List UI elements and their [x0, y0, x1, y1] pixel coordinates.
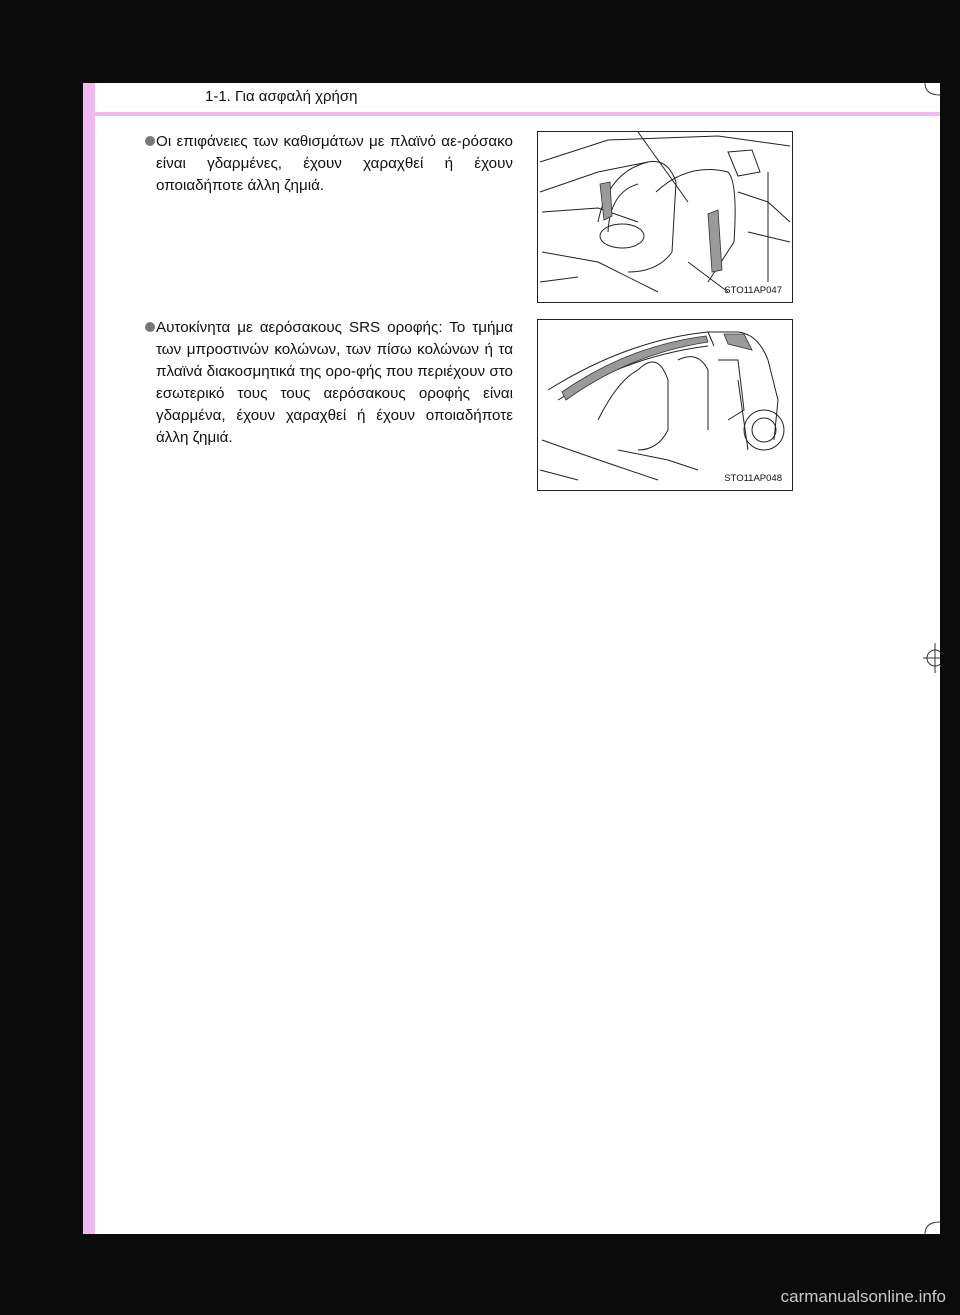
illustration-seat-airbag: [537, 131, 793, 303]
illustration-code: STO11AP047: [724, 285, 782, 296]
illustration-code: STO11AP048: [724, 473, 782, 484]
bullet-dot-icon: [145, 322, 155, 332]
bullet-text: Οι επιφάνειες των καθισμάτων με πλαϊνό αε-ρόσακο είναι γδαρμένες, έχουν χαραχθεί ή έχουν οποιαδήποτε άλλη ζημιά.: [156, 133, 513, 194]
bullet-dot-icon: [145, 136, 155, 146]
section-title: 1-1. Για ασφαλή χρήση: [205, 88, 358, 105]
crop-mark-icon: [923, 83, 940, 99]
site-watermark: carmanualsonline.info: [780, 1287, 946, 1306]
manual-page: [83, 83, 940, 1234]
header-divider: [83, 112, 940, 116]
page-side-strip: [83, 83, 95, 1234]
illustration-curtain-airbag: [537, 319, 793, 491]
bullet-item-2: [156, 317, 513, 449]
crop-mark-icon: [923, 643, 940, 673]
crop-mark-icon: [923, 1218, 940, 1234]
bullet-text: Αυτοκίνητα με αερόσακους SRS οροφής: Το τμήμα των μπροστινών κολώνων, των πίσω κολώνων ή τα πλαϊνά διακοσμητικά της ορο-φής που περιέχουν στο εσωτερικό τους τους αερόσακους οροφής είναι γδαρμένα, έχουν χαραχθεί ή έχουν οποιαδήποτε άλλη ζημιά.: [156, 319, 513, 446]
car-interior-curtain-airbag-illustration: [538, 320, 792, 490]
car-interior-seat-airbag-illustration: [538, 132, 792, 302]
bullet-item-1: [156, 131, 513, 197]
